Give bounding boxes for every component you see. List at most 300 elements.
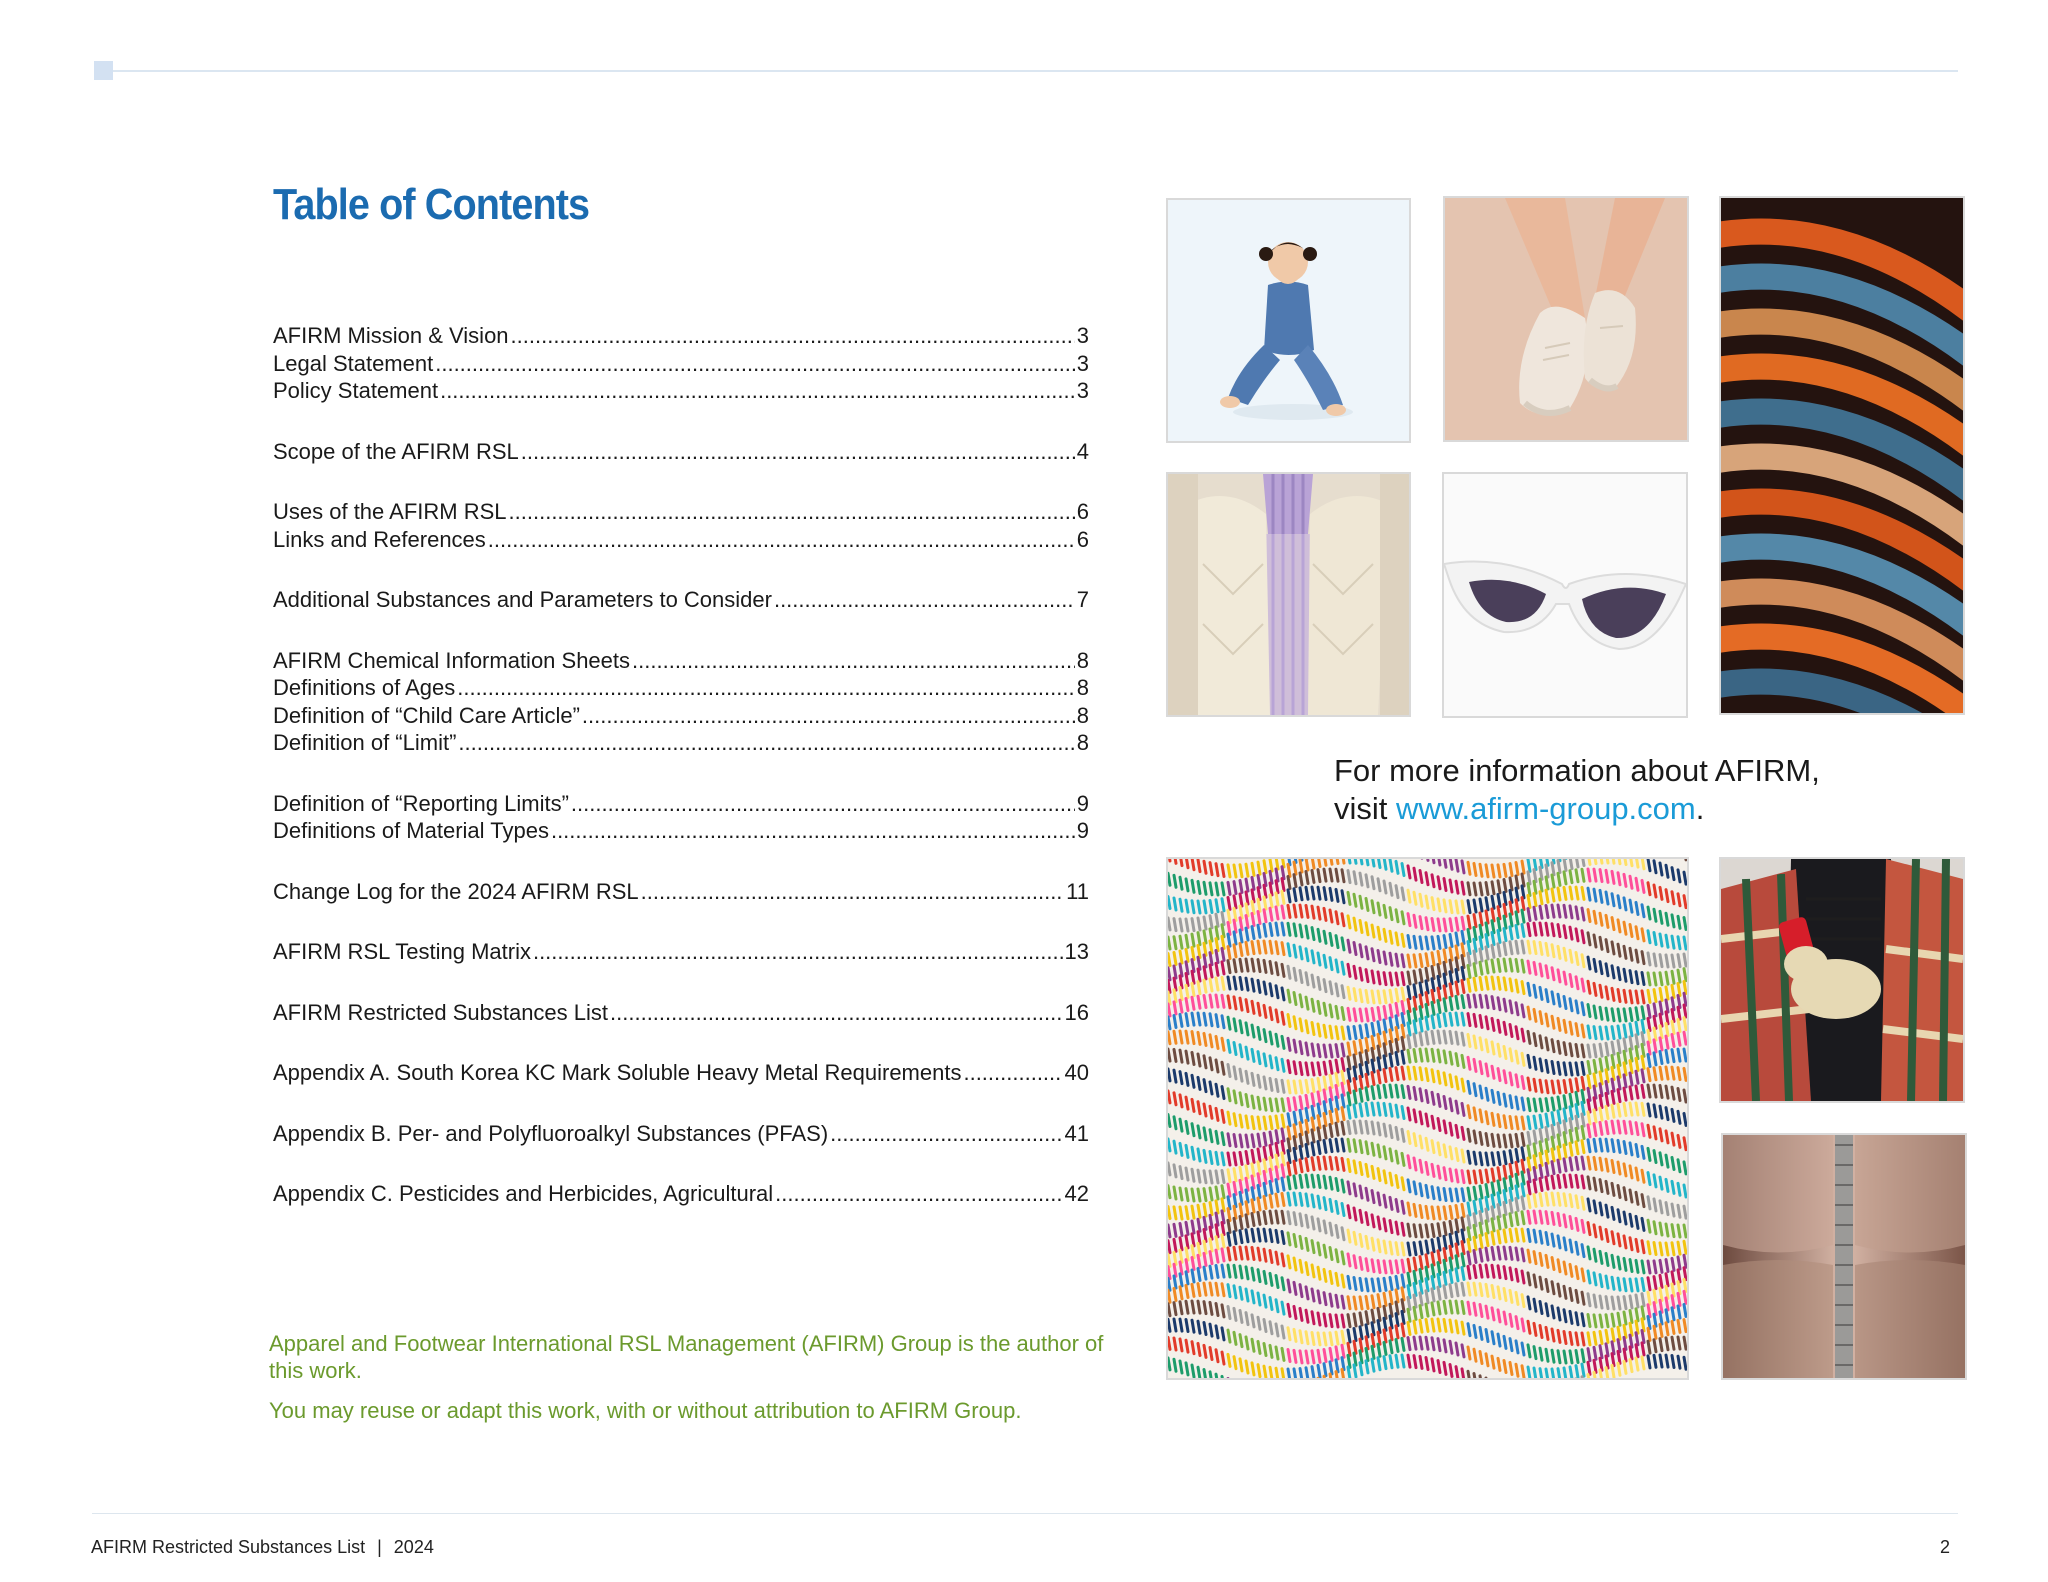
toc-entry-label: AFIRM Chemical Information Sheets <box>273 647 631 673</box>
yarn-stitch <box>1408 1273 1410 1285</box>
yarn-stitch <box>1612 1314 1614 1326</box>
yarn-stitch <box>1372 1238 1374 1250</box>
yarn-stitch <box>1678 1337 1680 1349</box>
yarn-stitch <box>1348 1315 1350 1327</box>
yarn-stitch <box>1438 951 1440 963</box>
yarn-stitch <box>1456 859 1458 871</box>
yarn-stitch <box>1192 1270 1194 1282</box>
yarn-stitch <box>1210 1014 1212 1026</box>
yarn-stitch <box>1684 872 1686 884</box>
yarn-stitch <box>1648 1197 1650 1209</box>
yarn-stitch <box>1546 1114 1548 1126</box>
yarn-stitch <box>1192 1189 1194 1201</box>
toc-leader-dots <box>488 526 1075 554</box>
toc-entry[interactable] <box>273 1180 1089 1208</box>
yarn-stitch <box>1420 1160 1422 1172</box>
yarn-stitch <box>1612 1091 1614 1103</box>
toc-entry[interactable] <box>273 878 1089 906</box>
yarn-stitch <box>1180 1262 1182 1274</box>
yarn-stitch <box>1342 1252 1344 1264</box>
yarn-stitch <box>1288 1304 1290 1316</box>
yarn-stitch <box>1168 1032 1170 1044</box>
yarn-stitch <box>1426 1069 1428 1081</box>
yarn-stitch <box>1198 982 1200 994</box>
yarn-stitch <box>1564 1262 1566 1274</box>
yarn-stitch <box>1300 1134 1302 1146</box>
yarn-stitch <box>1636 1103 1638 1115</box>
yarn-stitch <box>1258 1293 1260 1305</box>
yarn-stitch <box>1324 1333 1326 1345</box>
yarn-stitch <box>1216 1225 1218 1237</box>
yarn-stitch <box>1684 1206 1686 1218</box>
yarn-stitch <box>1666 1108 1668 1120</box>
yarn-stitch <box>1318 1078 1320 1090</box>
yarn-stitch <box>1684 993 1686 1005</box>
yarn-stitch <box>1450 1234 1452 1246</box>
yarn-stitch <box>1264 1271 1266 1283</box>
yarn-stitch <box>1252 877 1254 889</box>
yarn-stitch <box>1498 1115 1500 1127</box>
yarn-stitch <box>1264 1030 1266 1042</box>
yarn-stitch <box>1588 1223 1590 1235</box>
yarn-stitch <box>1384 1124 1386 1136</box>
yarn-stitch <box>1312 1241 1314 1253</box>
yarn-stitch <box>1462 882 1464 894</box>
yarn-stitch <box>1534 1275 1536 1287</box>
yarn-stitch <box>1186 999 1188 1011</box>
yarn-stitch <box>1630 1087 1632 1099</box>
yarn-stitch <box>1210 1227 1212 1239</box>
yarn-stitch <box>1222 1376 1224 1378</box>
toc-entry[interactable] <box>273 1120 1089 1148</box>
yarn-stitch <box>1588 869 1590 881</box>
yarn-stitch <box>1174 919 1176 931</box>
yarn-stitch <box>1186 1285 1188 1297</box>
yarn-stitch <box>1396 1085 1398 1097</box>
yarn-stitch <box>1492 945 1494 957</box>
yarn-stitch <box>1522 1184 1524 1196</box>
yarn-stitch <box>1342 1228 1344 1240</box>
yarn-stitch <box>1276 1058 1278 1070</box>
yarn-stitch <box>1654 1290 1656 1302</box>
toc-entry[interactable] <box>273 377 1089 405</box>
yarn-stitch <box>1216 883 1218 895</box>
yarn-stitch <box>1330 1061 1332 1073</box>
yarn-stitch <box>1180 1287 1182 1299</box>
header-accent-square <box>94 61 113 80</box>
yarn-stitch <box>1558 888 1560 900</box>
toc-entry[interactable] <box>273 322 1089 350</box>
yarn-stitch <box>1600 1007 1602 1019</box>
yarn-stitch <box>1300 1081 1302 1093</box>
yarn-stitch <box>1258 899 1260 911</box>
yarn-stitch <box>1528 1007 1530 1019</box>
yarn-stitch <box>1624 1121 1626 1133</box>
yarn-stitch <box>1588 1076 1590 1088</box>
yarn-stitch <box>1570 887 1572 899</box>
yarn-stitch <box>1372 1036 1374 1048</box>
yarn-stitch <box>1636 1071 1638 1083</box>
yarn-stitch <box>1348 1159 1350 1171</box>
yarn-stitch <box>1180 988 1182 1000</box>
yarn-stitch <box>1246 1190 1248 1202</box>
yarn-stitch <box>1216 1171 1218 1183</box>
yarn-stitch <box>1576 1366 1578 1378</box>
yarn-stitch <box>1558 1330 1560 1342</box>
yarn-stitch <box>1444 878 1446 890</box>
yarn-stitch <box>1384 1278 1386 1290</box>
yarn-stitch <box>1336 1178 1338 1190</box>
yarn-stitch <box>1414 1110 1416 1122</box>
yarn-stitch <box>1540 1059 1542 1071</box>
yarn-stitch <box>1432 1164 1434 1176</box>
yarn-stitch <box>1540 942 1542 954</box>
yarn-stitch <box>1240 930 1242 942</box>
yarn-stitch <box>1204 861 1206 873</box>
yarn-stitch <box>1678 1320 1680 1332</box>
toc-entry[interactable] <box>273 498 1089 526</box>
yarn-stitch <box>1660 973 1662 985</box>
yarn-stitch <box>1564 1194 1566 1206</box>
yarn-stitch <box>1600 1072 1602 1084</box>
yarn-stitch <box>1444 1051 1446 1063</box>
yarn-stitch <box>1330 910 1332 922</box>
yarn-stitch <box>1432 918 1434 930</box>
toc-leader-dots <box>458 729 1074 757</box>
yarn-stitch <box>1366 1312 1368 1324</box>
yarn-stitch <box>1186 1073 1188 1085</box>
yarn-stitch <box>1498 998 1500 1010</box>
yarn-stitch <box>1414 1337 1416 1349</box>
yarn-stitch <box>1570 1158 1572 1170</box>
yarn-stitch <box>1624 1063 1626 1075</box>
yarn-stitch <box>1600 913 1602 925</box>
yarn-stitch <box>1438 1166 1440 1178</box>
toc-entry-label: Legal Statement <box>273 350 434 376</box>
toc-entry[interactable] <box>273 702 1089 730</box>
yarn-stitch <box>1600 962 1602 974</box>
yarn-stitch <box>1336 1123 1338 1135</box>
yarn-stitch <box>1366 1348 1368 1360</box>
photo-sneakers <box>1443 196 1689 442</box>
yarn-stitch <box>1432 1240 1434 1252</box>
yarn-stitch <box>1444 986 1446 998</box>
yarn-stitch <box>1588 957 1590 969</box>
yarn-stitch <box>1402 1067 1404 1079</box>
toc-entry[interactable] <box>273 674 1089 702</box>
yarn-stitch <box>1426 968 1428 980</box>
yarn-stitch <box>1492 896 1494 908</box>
yarn-stitch <box>1570 1332 1572 1344</box>
yarn-stitch <box>1390 1068 1392 1080</box>
yarn-stitch <box>1438 976 1440 988</box>
toc-entry[interactable] <box>273 647 1089 675</box>
yarn-stitch <box>1282 1178 1284 1190</box>
yarn-stitch <box>1672 1009 1674 1021</box>
yarn-stitch <box>1360 968 1362 980</box>
yarn-stitch <box>1456 1284 1458 1296</box>
yarn-stitch <box>1462 861 1464 873</box>
yarn-stitch <box>1312 870 1314 882</box>
yarn-stitch <box>1204 1204 1206 1216</box>
toc-leader-dots <box>610 999 1063 1027</box>
authorship-note: Apparel and Footwear International RSL Management (AFIRM) Group is the author of this work. <box>269 1331 1104 1383</box>
afirm-website-link[interactable]: www.afirm-group.com <box>1396 791 1696 826</box>
yarn-stitch <box>1204 931 1206 943</box>
yarn-stitch <box>1444 962 1446 974</box>
yarn-stitch <box>1234 945 1236 957</box>
yarn-stitch <box>1222 995 1224 1007</box>
yarn-stitch <box>1330 933 1332 945</box>
yarn-stitch <box>1306 1310 1308 1322</box>
yarn-stitch <box>1420 1033 1422 1045</box>
yarn-stitch <box>1456 901 1458 913</box>
yarn-stitch <box>1468 1188 1470 1200</box>
yarn-stitch <box>1660 1223 1662 1235</box>
yarn-stitch <box>1498 1152 1500 1164</box>
yarn-stitch <box>1564 887 1566 899</box>
yarn-stitch <box>1468 1014 1470 1026</box>
yarn-stitch <box>1648 1341 1650 1353</box>
yarn-stitch <box>1570 1216 1572 1228</box>
yarn-stitch <box>1252 1096 1254 1108</box>
toc-entry[interactable] <box>273 350 1089 378</box>
toc-entry-page: 6 <box>1076 526 1089 552</box>
yarn-stitch <box>1528 1031 1530 1043</box>
yarn-stitch <box>1348 1081 1350 1093</box>
yarn-stitch <box>1216 1084 1218 1096</box>
yarn-stitch <box>1384 1219 1386 1231</box>
yarn-stitch <box>1438 1339 1440 1351</box>
toc-leader-dots <box>435 350 1075 378</box>
yarn-stitch <box>1678 1242 1680 1254</box>
yarn-stitch <box>1330 1223 1332 1235</box>
yarn-stitch <box>1426 1319 1428 1331</box>
yarn-stitch <box>1336 960 1338 972</box>
yarn-stitch <box>1546 966 1548 978</box>
yarn-stitch <box>1210 1372 1212 1378</box>
yarn-stitch <box>1630 948 1632 960</box>
yarn-stitch <box>1552 1081 1554 1093</box>
yarn-stitch <box>1474 1250 1476 1262</box>
yarn-stitch <box>1630 1190 1632 1202</box>
yarn-stitch <box>1396 1243 1398 1255</box>
yarn-stitch <box>1252 979 1254 991</box>
yarn-stitch <box>1216 914 1218 926</box>
yarn-stitch <box>1666 913 1668 925</box>
toc-entry[interactable] <box>273 1059 1089 1087</box>
yarn-stitch <box>1636 878 1638 890</box>
yarn-stitch <box>1456 1054 1458 1066</box>
yarn-stitch <box>1594 1249 1596 1261</box>
yarn-stitch <box>1600 985 1602 997</box>
yarn-stitch <box>1528 895 1530 907</box>
yarn-stitch <box>1612 988 1614 1000</box>
yarn-stitch <box>1312 1367 1314 1378</box>
yarn-stitch <box>1468 1034 1470 1046</box>
toc-entry[interactable] <box>273 938 1089 966</box>
yarn-stitch <box>1630 900 1632 912</box>
yarn-stitch <box>1672 1258 1674 1270</box>
yarn-stitch <box>1444 936 1446 948</box>
yarn-stitch <box>1534 942 1536 954</box>
yarn-stitch <box>1444 974 1446 986</box>
toc-entry[interactable] <box>273 790 1089 818</box>
yarn-stitch <box>1426 981 1428 993</box>
yarn-stitch <box>1204 1217 1206 1229</box>
yarn-stitch <box>1408 1309 1410 1321</box>
yarn-stitch <box>1504 1094 1506 1106</box>
yarn-stitch <box>1252 1291 1254 1303</box>
yarn-stitch <box>1672 1050 1674 1062</box>
yarn-stitch <box>1396 861 1398 873</box>
yarn-stitch <box>1486 1088 1488 1100</box>
yarn-stitch <box>1600 890 1602 902</box>
yarn-stitch <box>1210 901 1212 913</box>
yarn-stitch <box>1366 1164 1368 1176</box>
yarn-stitch <box>1228 1233 1230 1245</box>
yarn-stitch <box>1534 1167 1536 1179</box>
yarn-stitch <box>1612 1277 1614 1289</box>
yarn-stitch <box>1456 996 1458 1008</box>
yarn-stitch <box>1666 1310 1668 1322</box>
yarn-stitch <box>1408 1086 1410 1098</box>
yarn-stitch <box>1174 1264 1176 1276</box>
yarn-stitch <box>1282 1254 1284 1266</box>
yarn-stitch <box>1438 877 1440 889</box>
yarn-stitch <box>1378 1240 1380 1252</box>
yarn-stitch <box>1324 1062 1326 1074</box>
yarn-stitch <box>1522 1134 1524 1146</box>
yarn-stitch <box>1612 1055 1614 1067</box>
yarn-stitch <box>1618 1065 1620 1077</box>
yarn-stitch <box>1492 932 1494 944</box>
toc-entry[interactable] <box>273 817 1089 845</box>
yarn-stitch <box>1648 859 1650 871</box>
yarn-stitch <box>1558 1284 1560 1296</box>
yarn-stitch <box>1168 1278 1170 1290</box>
yarn-stitch <box>1666 1203 1668 1215</box>
yarn-stitch <box>1594 1178 1596 1190</box>
yarn-stitch <box>1552 1350 1554 1362</box>
yarn-stitch <box>1210 1082 1212 1094</box>
yarn-stitch <box>1414 971 1416 983</box>
yarn-stitch <box>1474 900 1476 912</box>
yarn-stitch <box>1612 1121 1614 1133</box>
yarn-stitch <box>1534 1368 1536 1378</box>
yarn-stitch <box>1504 1215 1506 1227</box>
yarn-stitch <box>1378 1022 1380 1034</box>
yarn-stitch <box>1504 1179 1506 1191</box>
yarn-stitch <box>1570 927 1572 939</box>
yarn-stitch <box>1486 947 1488 959</box>
yarn-stitch <box>1450 1270 1452 1282</box>
sunglasses-photo-icon <box>1444 474 1686 716</box>
yarn-stitch <box>1456 1077 1458 1089</box>
yarn-stitch <box>1630 1260 1632 1272</box>
yarn-stitch <box>1486 883 1488 895</box>
yarn-stitch <box>1444 1145 1446 1157</box>
toc-entry[interactable] <box>273 438 1089 466</box>
yarn-stitch <box>1342 870 1344 882</box>
yarn-stitch <box>1342 1139 1344 1151</box>
yarn-stitch <box>1642 905 1644 917</box>
yarn-stitch <box>1408 1156 1410 1168</box>
yarn-stitch <box>1330 1348 1332 1360</box>
yarn-stitch <box>1372 1323 1374 1335</box>
yarn-stitch <box>1480 1153 1482 1165</box>
yarn-stitch <box>1396 1222 1398 1234</box>
yarn-stitch <box>1204 1128 1206 1140</box>
yarn-stitch <box>1432 1359 1434 1371</box>
yarn-stitch <box>1618 1053 1620 1065</box>
yarn-stitch <box>1684 1255 1686 1267</box>
yarn-stitch <box>1204 1323 1206 1335</box>
yarn-stitch <box>1684 1268 1686 1280</box>
yarn-stitch <box>1570 1044 1572 1056</box>
yarn-stitch <box>1636 1239 1638 1251</box>
yarn-stitch <box>1198 996 1200 1008</box>
yarn-stitch <box>1348 1330 1350 1342</box>
yarn-stitch <box>1546 1060 1548 1072</box>
yarn-stitch <box>1534 923 1536 935</box>
yarn-stitch <box>1672 892 1674 904</box>
yarn-stitch <box>1414 1087 1416 1099</box>
toc-entry[interactable] <box>273 526 1089 554</box>
yarn-stitch <box>1480 1235 1482 1247</box>
yarn-stitch <box>1318 1157 1320 1169</box>
yarn-stitch <box>1480 1110 1482 1122</box>
yarn-stitch <box>1396 1027 1398 1039</box>
yarn-stitch <box>1372 1060 1374 1072</box>
yarn-stitch <box>1234 1153 1236 1165</box>
yarn-stitch <box>1396 886 1398 898</box>
toc-entry[interactable] <box>273 586 1089 614</box>
yarn-stitch <box>1504 1071 1506 1083</box>
toc-entry[interactable] <box>273 729 1089 757</box>
yarn-stitch <box>1396 1355 1398 1367</box>
yarn-stitch <box>1564 1145 1566 1157</box>
yarn-stitch <box>1594 935 1596 947</box>
yarn-stitch <box>1246 1071 1248 1083</box>
yarn-stitch <box>1576 1044 1578 1056</box>
toc-entry-page: 3 <box>1076 350 1089 376</box>
toc-leader-dots <box>440 377 1075 405</box>
yarn-stitch <box>1600 937 1602 949</box>
yarn-stitch <box>1408 1224 1410 1236</box>
yarn-stitch <box>1402 1324 1404 1336</box>
yarn-stitch <box>1582 869 1584 881</box>
yarn-stitch <box>1570 950 1572 962</box>
yarn-stitch <box>1642 1278 1644 1290</box>
yarn-stitch <box>1294 1137 1296 1149</box>
yarn-stitch <box>1174 1049 1176 1061</box>
yarn-stitch <box>1360 1121 1362 1133</box>
yarn-stitch <box>1462 944 1464 956</box>
yarn-stitch <box>1456 1244 1458 1256</box>
yarn-stitch <box>1426 859 1428 860</box>
toc-entry[interactable] <box>273 999 1089 1027</box>
yarn-stitch <box>1654 1053 1656 1065</box>
yarn-stitch <box>1612 1297 1614 1309</box>
yarn-stitch <box>1420 1356 1422 1368</box>
yarn-stitch <box>1216 1283 1218 1295</box>
yarn-stitch <box>1456 1232 1458 1244</box>
yarn-stitch <box>1390 908 1392 920</box>
yarn-stitch <box>1510 1151 1512 1163</box>
yarn-stitch <box>1264 897 1266 909</box>
yarn-stitch <box>1540 1129 1542 1141</box>
